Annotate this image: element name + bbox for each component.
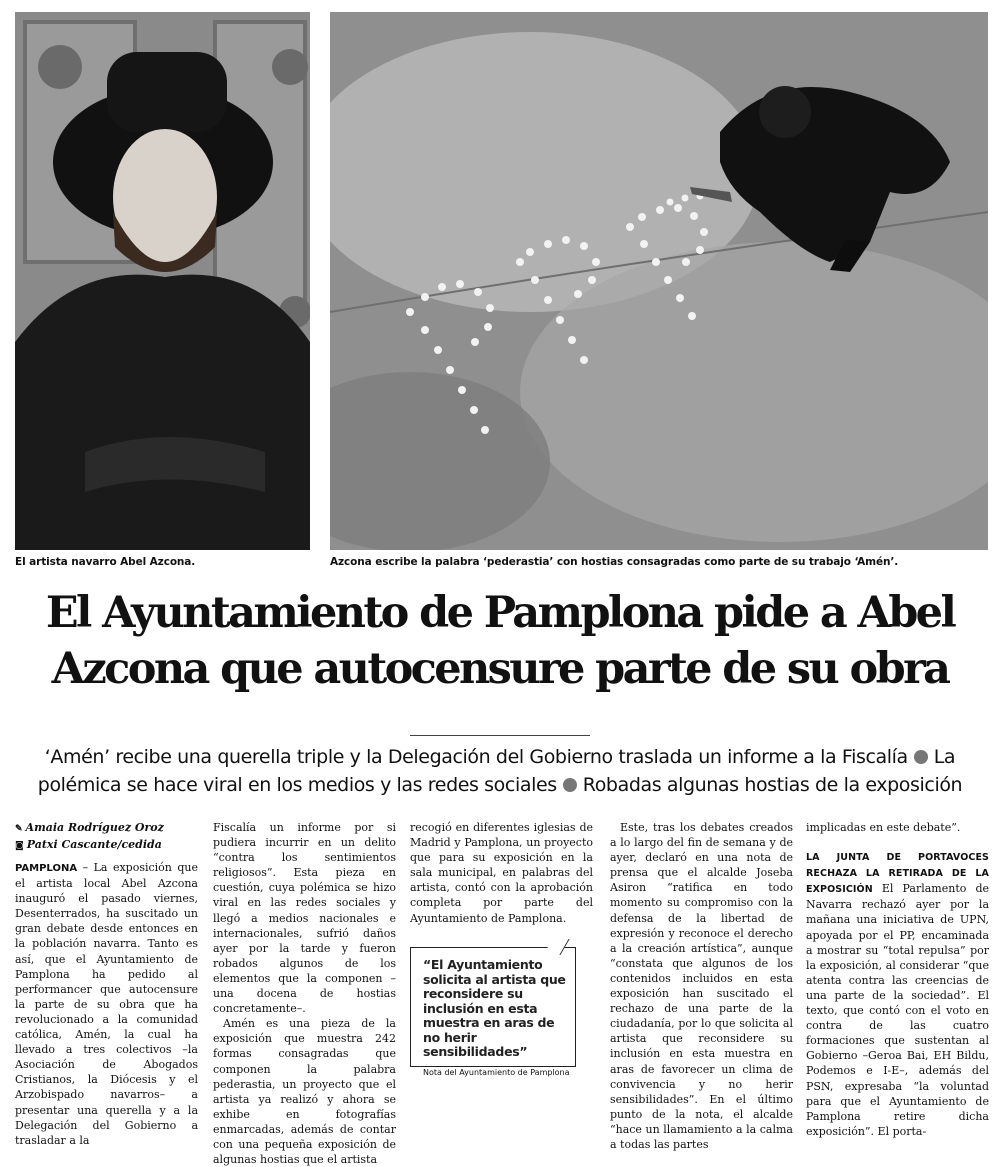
article-column-3	[410, 820, 593, 926]
article-column-5	[806, 820, 989, 1139]
subtitle-line-2	[10, 771, 990, 799]
byline-photographer	[15, 837, 198, 854]
pull-quote	[410, 947, 576, 1077]
paragraph	[806, 849, 989, 1139]
subtitle-item-2-end: polémica se hace viral en los medios y las redes sociales	[37, 774, 557, 796]
article-column-2	[213, 820, 396, 1167]
subtitle-item-2-start: La	[933, 746, 956, 768]
headline-line-2: Azcona que autocensure parte de su obra	[51, 644, 949, 694]
author-name: Amaia Rodríguez Oroz	[25, 821, 164, 834]
pull-quote-notch	[543, 939, 569, 955]
photo-caption-left: El artista navarro Abel Azcona.	[15, 556, 196, 568]
artwork-illustration	[330, 12, 988, 550]
headline-line-1: El Ayuntamiento de Pamplona pide a Abel	[45, 588, 955, 638]
paragraph-text: – La exposición que el artista local Abel Azcona inauguró el pasado viernes, Desenterrados, ha suscitado un gran debate desde entonces en la población navarra. Tanto es así, que el Ayuntamiento de Pamplona ha pedido al performancer que autocensure la parte de su obra que ha revolucionado a la comunidad católica, Amén, la cual ha llevado a tres colectivos –la Asociación de Abogados Cristianos, la Diócesis y el Arzobispado navarros– a presentar una querella y a la Delegación del Gobierno a trasladar a la	[15, 861, 199, 1147]
photographer-name: Patxi Cascante/cedida	[26, 838, 162, 851]
pencil-icon: ✎	[15, 824, 23, 834]
paragraph-text: El Parlamento de Navarra rechazó ayer por la mañana una iniciativa de UPN, apoyada por el PP, encaminada a mostrar su “total repulsa” por la exposición, al considerar “que atenta contra las creencias de una parte de la sociedad”. El texto, que contó con el voto en contra de las cuatro formaciones que sustentan al Gobierno –Geroa Bai, EH Bildu, Podemos e I-E–, además del PSN, expresaba “la voluntad para que el Ayuntamiento de Pamplona retire dicha exposición”. El porta-	[806, 882, 989, 1138]
article-column-1	[15, 820, 198, 1148]
photo-caption-right: Azcona escribe la palabra ‘pederastia’ con hostias consagradas como parte de su trabajo ‘Amén’.	[330, 556, 899, 568]
artwork-photo	[330, 12, 988, 550]
bullet-dot-icon	[914, 750, 928, 764]
subtitle	[10, 743, 990, 799]
camera-icon: ◙	[15, 841, 24, 851]
article-column-4	[610, 820, 793, 1152]
paragraph: Este, tras los debates creados a lo largo del fin de semana y de ayer, declaró en una nota de prensa que el alcalde Joseba Asiron “ratifica en todo momento su compromiso con la defensa de la libertad de expresión y reconoce el derecho a la creación artística”, aunque “constata que algunos de los contenidos incluidos en esta exposición han suscitado el rechazo de una parte de la ciudadanía, por lo que solicita al artista que reconsidere su inclusión en esta muestra en aras de favorecer un clima de convivencia y no herir sensibilidades”. En el último punto de la nota, el alcalde “hace un llamamiento a la calma a todas las partes	[610, 821, 793, 1151]
section-subhead: LA JUNTA DE PORTAVOCES RECHAZA LA RETIRADA DE LA EXPOSICIÓN	[806, 852, 989, 896]
headline-divider	[410, 735, 590, 736]
pull-quote-attribution: Nota del Ayuntamiento de Pamplona	[423, 1067, 570, 1077]
subtitle-line-1	[10, 743, 990, 771]
dateline: PAMPLONA	[15, 863, 78, 874]
paragraph: Amén es una pieza de la exposición que muestra 242 formas consagradas que componen la palabra pederastia, un proyecto que el artista ya realizó y ahora se exhibe en fotografías enmarcadas, además de contar con una pequeña exposición de algunas hostias que el artista	[213, 1017, 396, 1167]
bullet-dot-icon	[563, 778, 577, 792]
paragraph: recogió en diferentes iglesias de Madrid y Pamplona, un proyecto que para su exposición en la sala municipal, en palabras del artista, contó con la aprobación completa por parte del Ayuntamiento de Pamplona.	[410, 821, 593, 925]
subtitle-item-3: Robadas algunas hostias de la exposición	[582, 774, 963, 796]
subtitle-item-1: ‘Amén’ recibe una querella triple y la Delegación del Gobierno traslada un informe a la Fiscalía	[44, 746, 908, 768]
headline	[10, 585, 990, 697]
byline-author	[15, 820, 198, 837]
artist-portrait-photo	[15, 12, 310, 550]
paragraph: implicadas en este debate”.	[806, 821, 961, 834]
paragraph	[15, 860, 198, 1148]
paragraph: Fiscalía un informe por si pudiera incurrir en un delito “contra los sentimientos religiosos”. Esta pieza en cuestión, cuya polémica se hizo viral en las redes sociales y llegó a medios nacionales e internacionales, sufrió daños ayer por la tarde y fueron robados algunos de los elementos que la componen –una docena de hostias concretamente–.	[213, 821, 396, 1016]
pull-quote-text: “El Ayuntamiento solicita al artista que reconsidere su inclusión en esta muestra en aras de no herir sensibilidades”	[423, 957, 566, 1059]
artist-portrait-illustration	[15, 12, 310, 550]
